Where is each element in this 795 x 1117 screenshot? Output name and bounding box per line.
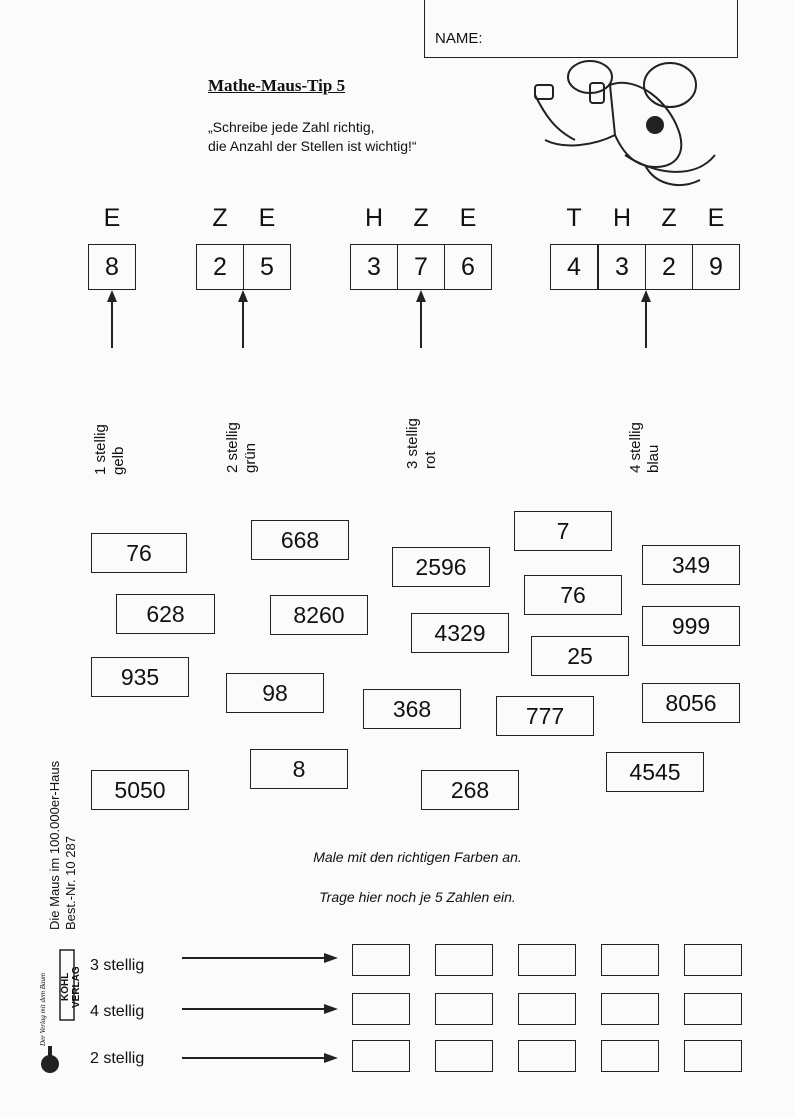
- number-box[interactable]: 8260: [270, 595, 368, 635]
- right-arrow-shaft: [182, 1057, 326, 1059]
- digit-box: 6: [444, 244, 492, 290]
- digit-box: 2: [645, 244, 693, 290]
- answer-box[interactable]: [352, 1040, 410, 1072]
- answer-box[interactable]: [435, 993, 493, 1025]
- digit-box: 3: [350, 244, 398, 290]
- number-box[interactable]: 268: [421, 770, 519, 810]
- answer-box[interactable]: [352, 993, 410, 1025]
- number-box[interactable]: 4545: [606, 752, 704, 792]
- place-letter: Z: [661, 204, 677, 232]
- quote-line-1: „Schreibe jede Zahl richtig,: [208, 119, 375, 135]
- place-letter: E: [258, 204, 276, 232]
- instruction-write: Trage hier noch je 5 Zahlen ein.: [319, 889, 516, 905]
- instruction-color: Male mit den richtigen Farben an.: [313, 849, 522, 865]
- row-label: 4 stellig: [90, 1003, 145, 1020]
- number-box[interactable]: 2596: [392, 547, 490, 587]
- number-box[interactable]: 25: [531, 636, 629, 676]
- digit-box: 5: [243, 244, 291, 290]
- right-arrow-icon: [324, 1053, 338, 1063]
- quote-line-2: die Anzahl der Stellen ist wichtig!“: [208, 138, 417, 154]
- answer-box[interactable]: [518, 944, 576, 976]
- name-field[interactable]: [424, 0, 738, 58]
- digit-box: 8: [88, 244, 136, 290]
- row-label: 3 stellig: [90, 957, 145, 974]
- number-box[interactable]: 668: [251, 520, 349, 560]
- place-letter: T: [566, 204, 582, 232]
- number-box[interactable]: 98: [226, 673, 324, 713]
- place-letter: E: [707, 204, 725, 232]
- arrow-shaft: [242, 300, 244, 348]
- answer-box[interactable]: [601, 944, 659, 976]
- number-box[interactable]: 935: [91, 657, 189, 697]
- worksheet-title: Mathe-Maus-Tip 5: [208, 76, 346, 95]
- row-label: 2 stellig: [90, 1050, 145, 1067]
- answer-box[interactable]: [435, 944, 493, 976]
- place-letter: H: [364, 204, 384, 232]
- mouse-illustration: [505, 55, 725, 195]
- digit-box: 3: [598, 244, 646, 290]
- answer-box[interactable]: [684, 993, 742, 1025]
- answer-box[interactable]: [684, 1040, 742, 1072]
- number-box[interactable]: 999: [642, 606, 740, 646]
- number-box[interactable]: 628: [116, 594, 215, 634]
- digit-count-label: 4 stellig blau: [627, 422, 662, 473]
- answer-box[interactable]: [435, 1040, 493, 1072]
- place-letter: E: [459, 204, 477, 232]
- digit-count-label: 3 stellig rot: [404, 418, 439, 469]
- answer-box[interactable]: [518, 1040, 576, 1072]
- publisher-logo: [36, 946, 82, 1076]
- logo-text: KOHL VERLAG: [60, 966, 82, 1008]
- answer-box[interactable]: [352, 944, 410, 976]
- digit-box: 4: [550, 244, 598, 290]
- arrow-shaft: [645, 300, 647, 348]
- place-letter: Z: [212, 204, 228, 232]
- right-arrow-shaft: [182, 1008, 326, 1010]
- answer-box[interactable]: [601, 993, 659, 1025]
- place-letter: H: [612, 204, 632, 232]
- digit-count-label: 2 stellig grün: [224, 422, 259, 473]
- number-box[interactable]: 349: [642, 545, 740, 585]
- rhyme-quote: [208, 118, 417, 156]
- publisher-info: Die Maus im 100.000er-Haus Best.-Nr. 10 287: [47, 760, 78, 930]
- answer-box[interactable]: [684, 944, 742, 976]
- digit-box: 9: [692, 244, 740, 290]
- number-box[interactable]: 777: [496, 696, 594, 736]
- number-box[interactable]: 76: [91, 533, 187, 573]
- name-label: NAME:: [435, 30, 483, 47]
- number-box[interactable]: 8: [250, 749, 348, 789]
- answer-box[interactable]: [518, 993, 576, 1025]
- right-arrow-icon: [324, 1004, 338, 1014]
- right-arrow-shaft: [182, 957, 326, 959]
- digit-box: 7: [397, 244, 445, 290]
- right-arrow-icon: [324, 953, 338, 963]
- number-box[interactable]: 8056: [642, 683, 740, 723]
- logo-slogan: Der Verlag mit dem Baum: [39, 972, 47, 1046]
- arrow-shaft: [111, 300, 113, 348]
- digit-count-label: 1 stellig gelb: [92, 424, 127, 475]
- place-letter: E: [103, 204, 121, 232]
- digit-box: 2: [196, 244, 244, 290]
- place-letter: Z: [413, 204, 429, 232]
- number-box[interactable]: 76: [524, 575, 622, 615]
- answer-box[interactable]: [601, 1040, 659, 1072]
- number-box[interactable]: 7: [514, 511, 612, 551]
- number-box[interactable]: 5050: [91, 770, 189, 810]
- arrow-shaft: [420, 300, 422, 348]
- number-box[interactable]: 368: [363, 689, 461, 729]
- number-box[interactable]: 4329: [411, 613, 509, 653]
